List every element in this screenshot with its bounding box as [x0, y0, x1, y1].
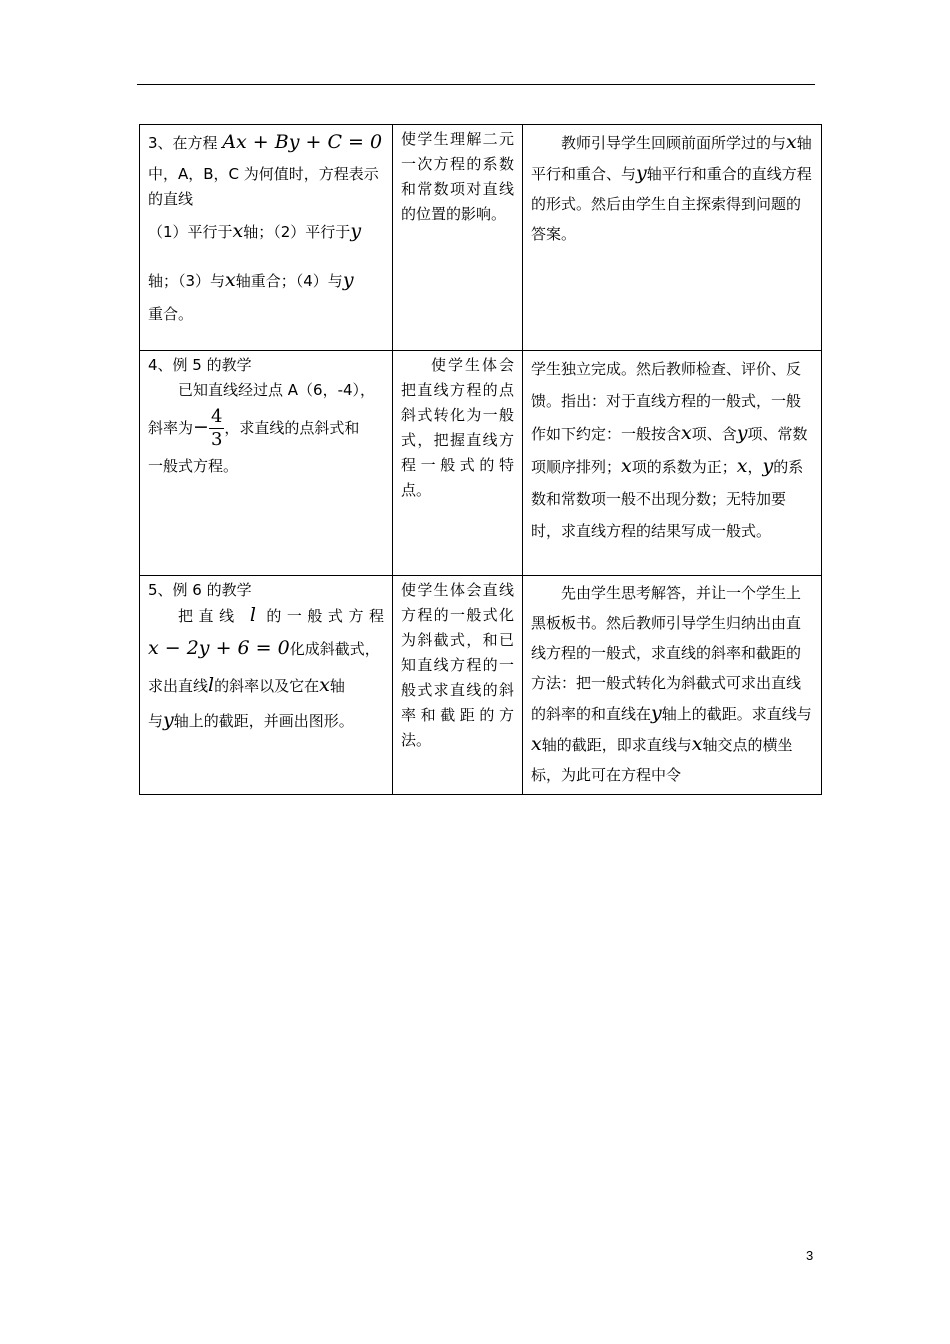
math-var: y — [636, 162, 647, 184]
text: 与 — [148, 712, 164, 730]
header-rule — [137, 84, 815, 85]
text: 轴上的截距。求直线与 — [661, 705, 812, 723]
math-var: x — [786, 131, 797, 153]
math-var: x — [691, 733, 703, 755]
text: 学生独立完成。然后教师检查、评价、反馈。指出：对于直线方程的一般式，一般作如下约定：一般按含 — [531, 360, 802, 443]
text: 项、含 — [691, 425, 737, 443]
text: 求出直线 — [148, 677, 209, 695]
math-var: x — [225, 269, 236, 291]
text: ， — [747, 458, 763, 476]
item-title: 3、在方程 — [148, 134, 218, 152]
page-number: 3 — [806, 1248, 814, 1263]
content-cell — [140, 576, 393, 795]
text: 一般式方程。 — [148, 457, 239, 475]
text: 化成斜截式， — [289, 640, 380, 658]
text: 已知直线经过点 A（6，-4）， — [178, 381, 376, 399]
text: 轴；（3）与 — [148, 272, 226, 290]
math-var: l — [208, 674, 215, 696]
item-title: 5、例 6 的教学 — [148, 581, 252, 599]
text: 轴的截距，即求直线与 — [541, 736, 692, 754]
minus-sign: − — [193, 416, 209, 438]
question-text: 中，A，B，C 为何值时，方程表示的直线 — [148, 165, 379, 208]
activity-cell — [523, 576, 822, 795]
text: 轴；（2）平行于 — [243, 223, 351, 241]
math-var: x — [319, 674, 330, 696]
math-var: y — [342, 269, 354, 291]
purpose-cell — [393, 576, 523, 795]
equation: Ax + By + C = 0 — [222, 131, 383, 153]
math-var: y — [350, 220, 362, 242]
activity-cell — [523, 125, 822, 351]
math-var: x — [681, 422, 692, 444]
equation: x − 2y + 6 = 0 — [148, 637, 290, 659]
text: 的斜率以及它在 — [214, 677, 320, 695]
math-var: x — [531, 733, 542, 755]
text: 轴 — [329, 677, 345, 695]
text: 轴平行和重合、与 — [531, 134, 812, 183]
math-var: y — [762, 455, 774, 477]
text: ，求直线的点斜式和 — [224, 419, 360, 437]
purpose-text: 使学生体会直线方程的一般式化为斜截式，和已知直线方程的一般式求直线的斜率和截距的方法。 — [401, 581, 514, 749]
math-var: x — [736, 455, 748, 477]
text: 轴上的截距，并画出图形。 — [173, 712, 354, 730]
text: 项的系数为正； — [631, 458, 737, 476]
text: 项、常数项顺序排列； — [531, 425, 808, 476]
math-var: l — [249, 604, 256, 626]
text: 重合。 — [148, 305, 194, 323]
text: 的一般式方程 — [266, 607, 384, 625]
fraction — [209, 406, 224, 451]
content-cell — [140, 351, 393, 576]
purpose-cell — [393, 125, 523, 351]
table-row — [140, 125, 822, 351]
activity-cell — [523, 351, 822, 576]
math-var: y — [163, 709, 174, 731]
purpose-text: 使学生体会把直线方程的点斜式转化为一般式，把握直线方程一般式的特点。 — [401, 356, 514, 499]
text: （1）平行于 — [148, 223, 233, 241]
purpose-cell — [393, 351, 523, 576]
text: 轴交点的横坐标，为此可在方程中令 — [531, 736, 793, 784]
content-cell — [140, 125, 393, 351]
math-var: x — [621, 455, 632, 477]
table-row — [140, 576, 822, 795]
math-var: y — [651, 702, 662, 724]
item-title: 4、例 5 的教学 — [148, 356, 252, 374]
math-var: x — [232, 220, 244, 242]
math-var: y — [736, 422, 748, 444]
text: 的系数和常数项一般不出现分数；无特加要时，求直线方程的结果写成一般式。 — [531, 458, 804, 540]
text: 先由学生思考解答，并让一个学生上黑板板书。然后教师引导学生归纳出由直线方程的一般式，求直线的斜率和截距的方法：把一般式转化为斜截式可求出直线的斜率的和直线在 — [531, 584, 802, 723]
text: 轴重合；（4）与 — [235, 272, 343, 290]
text: 轴平行和重合的直线方程的形式。然后由学生自主探索得到问题的答案。 — [531, 165, 812, 243]
text: 斜率为 — [148, 419, 194, 437]
lesson-plan-table — [139, 124, 822, 795]
purpose-text: 使学生理解二元一次方程的系数和常数项对直线的位置的影响。 — [401, 130, 514, 223]
table-row — [140, 351, 822, 576]
fraction-denominator: 3 — [210, 429, 223, 450]
fraction-numerator: 4 — [210, 406, 223, 427]
text: 教师引导学生回顾前面所学过的与 — [561, 134, 787, 152]
text: 把直线 — [178, 607, 240, 625]
